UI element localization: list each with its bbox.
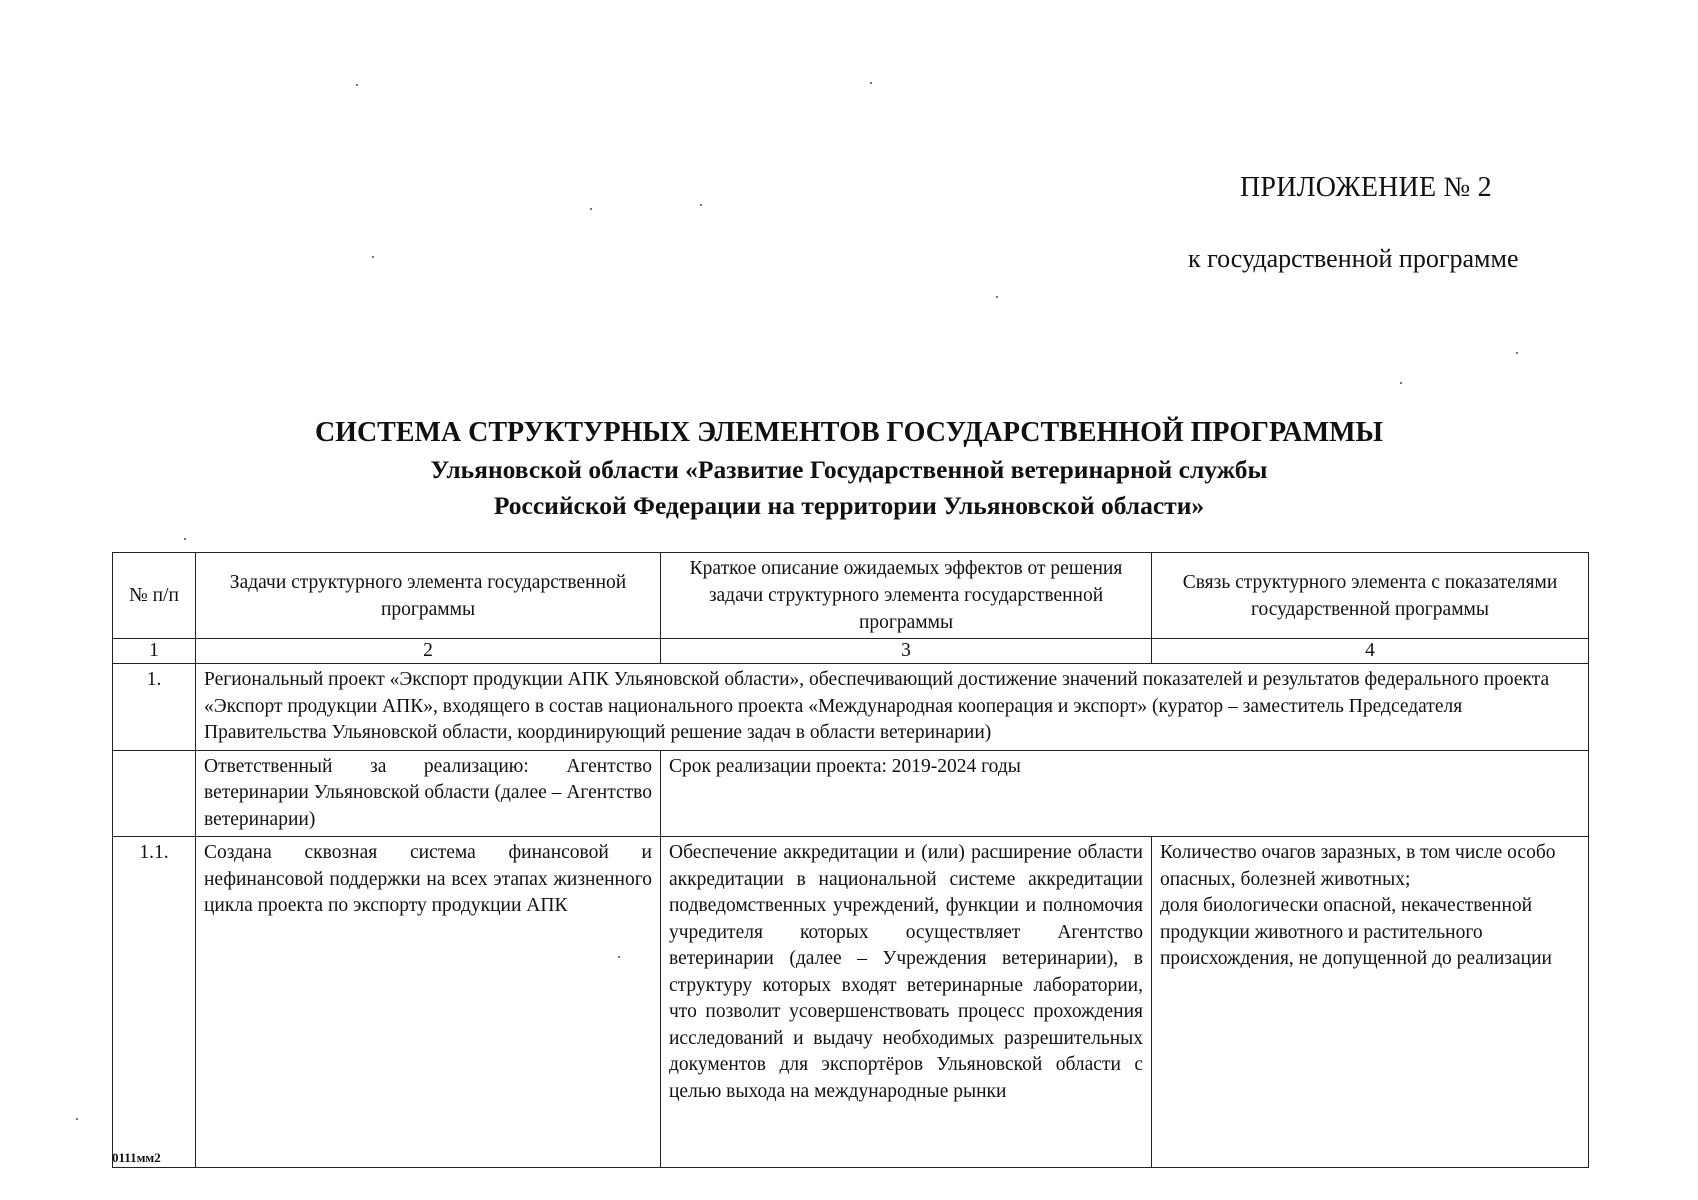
scan-speck — [372, 256, 374, 258]
document-code: 0111мм2 — [112, 1150, 161, 1165]
section-row — [113, 664, 1589, 751]
responsible-row — [113, 750, 1589, 837]
section-description: Региональный проект «Экспорт продукции АПК Ульяновской области», обеспечивающий достижение значений показателей и результатов федерального проекта «Экспорт продукции АПК», входящего в состав национального проекта «Международная кооперация и экспорт» (куратор – заместитель Председателя Правительства Ульяновской области, координирующий решение задач в области ветеринарии) — [196, 664, 1589, 751]
scan-speck — [870, 82, 872, 84]
header-indicators: Связь структурного элемента с показателями государственной программы — [1152, 553, 1589, 639]
title-line-1: СИСТЕМА СТРУКТУРНЫХ ЭЛЕМЕНТОВ ГОСУДАРСТВЕННОЙ ПРОГРАММЫ — [314, 417, 1384, 448]
column-numbers-row — [113, 639, 1589, 664]
scan-speck — [1400, 382, 1402, 384]
structural-elements-table — [112, 552, 1589, 1168]
scan-speck — [590, 208, 592, 210]
table-header-row — [113, 553, 1589, 639]
scan-speck — [1516, 352, 1518, 354]
project-term: Срок реализации проекта: 2019-2024 годы — [661, 750, 1589, 837]
empty-cell — [113, 750, 196, 837]
header-tasks: Задачи структурного элемента государственной программы — [196, 553, 661, 639]
scan-speck — [356, 84, 358, 86]
row-number: 1.1. — [113, 837, 196, 1168]
section-number: 1. — [113, 664, 196, 751]
column-number: 2 — [196, 639, 661, 664]
row-indicators — [1152, 837, 1589, 1168]
indicator-item: доля биологически опасной, некачественной продукции животного и растительного происхождения, не допущенной до реализации — [1160, 895, 1552, 969]
scan-speck — [184, 538, 186, 540]
table-row — [113, 837, 1589, 1168]
appendix-label: ПРИЛОЖЕНИЕ № 2 — [1240, 172, 1492, 203]
responsible-agency: Ответственный за реализацию: Агентство ветеринарии Ульяновской области (далее – Агентство ветеринарии) — [196, 750, 661, 837]
header-number: № п/п — [113, 553, 196, 639]
column-number: 3 — [661, 639, 1152, 664]
header-effects: Краткое описание ожидаемых эффектов от решения задачи структурного элемента государственной программы — [661, 553, 1152, 639]
appendix-subtitle: к государственной программе — [1188, 244, 1519, 273]
row-effect: Обеспечение аккредитации и (или) расширение области аккредитации в национальной системе аккредитации подведомственных учреждений, функции и полномочия учредителя которых осуществляет Агентство ветеринарии (далее – Учреждения ветеринарии), в структуру которых входят ветеринарные лаборатории, что позволит усовершенствовать процесс прохождения исследований и выдачу необходимых разрешительных документов для экспортёров Ульяновской области с целью выхода на международные рынки — [661, 837, 1152, 1168]
title-line-3: Российской Федерации на территории Ульяновской области» — [493, 491, 1205, 520]
row-task: Создана сквозная система финансовой и нефинансовой поддержки на всех этапах жизненного цикла проекта по экспорту продукции АПК — [196, 837, 661, 1168]
scan-speck — [996, 296, 998, 298]
column-number: 4 — [1152, 639, 1589, 664]
scan-speck — [618, 956, 620, 958]
title-line-2: Ульяновской области «Развитие Государственной ветеринарной службы — [430, 455, 1268, 484]
column-number: 1 — [113, 639, 196, 664]
document-title — [0, 414, 1698, 524]
scan-speck — [76, 1118, 78, 1120]
scan-speck — [700, 204, 702, 206]
indicator-item: Количество очагов заразных, в том числе особо опасных, болезней животных; — [1160, 842, 1556, 890]
